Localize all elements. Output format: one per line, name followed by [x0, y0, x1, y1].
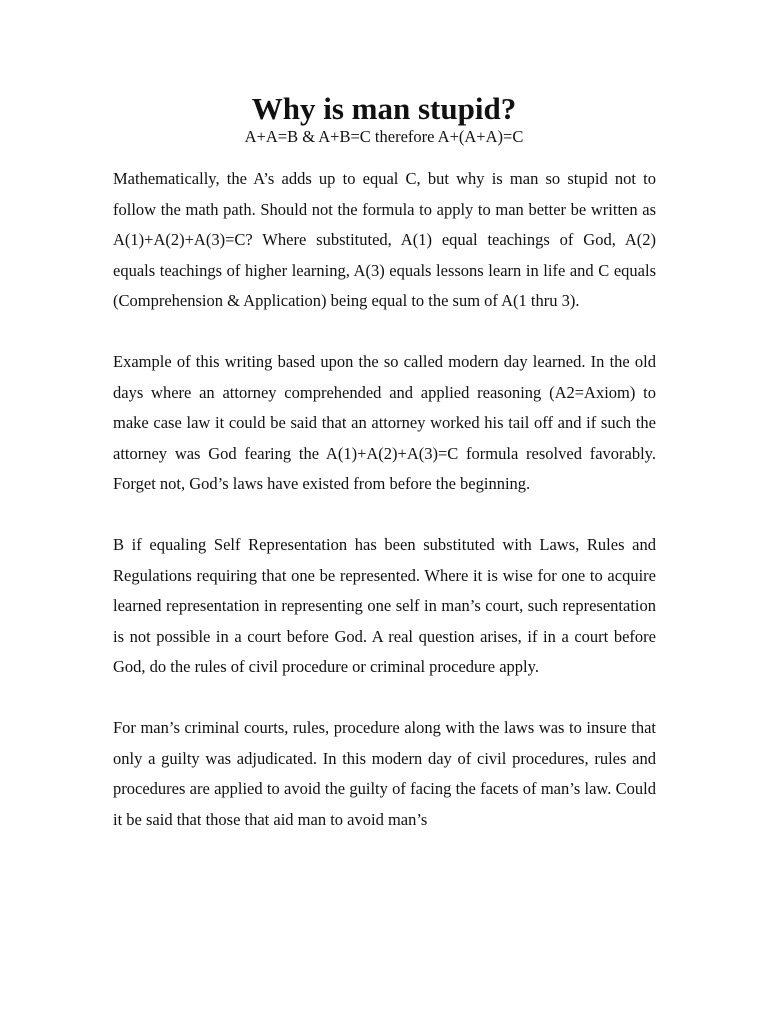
paragraph-3: B if equaling Self Representation has been substituted with Laws, Rules and Regulations requiring that one be represented. Where it is wise for one to acquire learned representation in representing one self in man’s court, such representation is not possible in a court before God. A real question arises, if in a court before God, do the rules of civil procedure or criminal procedure apply. [113, 535, 656, 676]
paragraph-4: For man’s criminal courts, rules, procedure along with the laws was to insure that only a guilty was adjudicated. In this modern day of civil procedures, rules and procedures are applied to avoid the guilty of facing the facets of man’s law. Could it be said that those that aid man to avoid man’s [113, 718, 656, 829]
body-text [113, 164, 656, 866]
page-subtitle: A+A=B & A+B=C therefore A+(A+A)=C [244, 127, 524, 146]
paragraph-1: Mathematically, the A’s adds up to equal C, but why is man so stupid not to follow the math path. Should not the formula to apply to man better be written as A(1)+A(2)+A(3)=C? Where substituted, A(1) equal teachings of God, A(2) equals teachings of higher learning, A(3) equals lessons learn in life and C equals (Comprehension & Application) being equal to the sum of A(1 thru 3). [113, 169, 656, 310]
paragraph-2: Example of this writing based upon the so called modern day learned. In the old days where an attorney comprehended and applied reasoning (A2=Axiom) to make case law it could be said that an attorney worked his tail off and if such the attorney was God fearing the A(1)+A(2)+A(3)=C formula resolved favorably. Forget not, God’s laws have existed from before the beginning. [113, 352, 656, 493]
page-title: Why is man stupid? [251, 91, 517, 126]
